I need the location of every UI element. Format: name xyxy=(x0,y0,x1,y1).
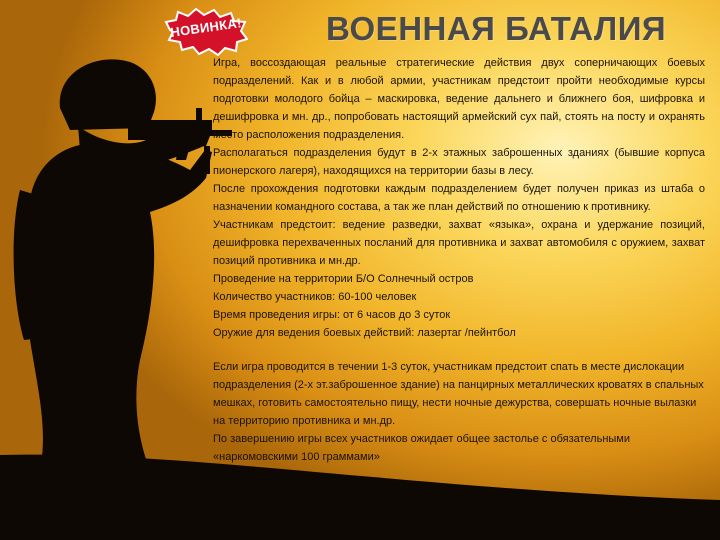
info-weapons: Оружие для ведения боевых действий: лазертаг /пейнтбол xyxy=(213,327,516,339)
description-text xyxy=(213,54,705,466)
new-badge-label: НОВИНКА! xyxy=(169,15,243,40)
helmet xyxy=(60,59,156,130)
paragraph-overnight: Если игра проводится в течении 1-3 суток, участникам предстоит спать в месте дислокации подразделения (2-х эт.заброшенное здание) на панцирных металлических кроватях в спальных мешках, готовить самостоятельно пищу, нести ночные дежурства, совершать ночные вылазки на территорию противника и мн.др. xyxy=(213,361,704,427)
info-participants: Количество участников: 60-100 человек xyxy=(213,291,417,303)
paragraph-tasks: Участникам предстоит: ведение разведки, захват «языка», охрана и удержание позиций, дешифровка перехваченных посланий для противника и захват автомобиля с оружием, захват позиций противника и мн.др. xyxy=(213,219,705,267)
soldier-body xyxy=(25,143,212,470)
paragraph-location: Располагаться подразделения будут в 2-х этажных заброшенных зданиях (бывшие корпуса пионерского лагеря), находящихся на территории базы в лесу. xyxy=(213,147,705,177)
spacer xyxy=(213,342,705,358)
info-duration: Время проведения игры: от 6 часов до 3 суток xyxy=(213,309,451,321)
paragraph-command: После прохождения подготовки каждым подразделением будет получен приказ из штаба о назначении командного состава, а так же план действий по отношению к противнику. xyxy=(213,183,705,213)
info-venue: Проведение на территории Б/О Солнечный остров xyxy=(213,273,474,285)
paragraph-intro: Игра, воссоздающая реальные стратегические действия двух соперничающих боевых подразделений. Как и в любой армии, участникам предстоит пройти необходимые курсы подготовки молодого бойца – маскировка, ведение дальнего и ближнего боя, шифровка и дешифровка и мн. др., попробовать настоящий армейский сух пай, стоять на посту и охранять место расположения подразделения. xyxy=(213,57,705,141)
paragraph-feast: По завершению игры всех участников ожидает общее застолье с обязательными «наркомовскими 100 граммами» xyxy=(213,433,631,463)
page-title: ВОЕННАЯ БАТАЛИЯ xyxy=(326,10,667,47)
